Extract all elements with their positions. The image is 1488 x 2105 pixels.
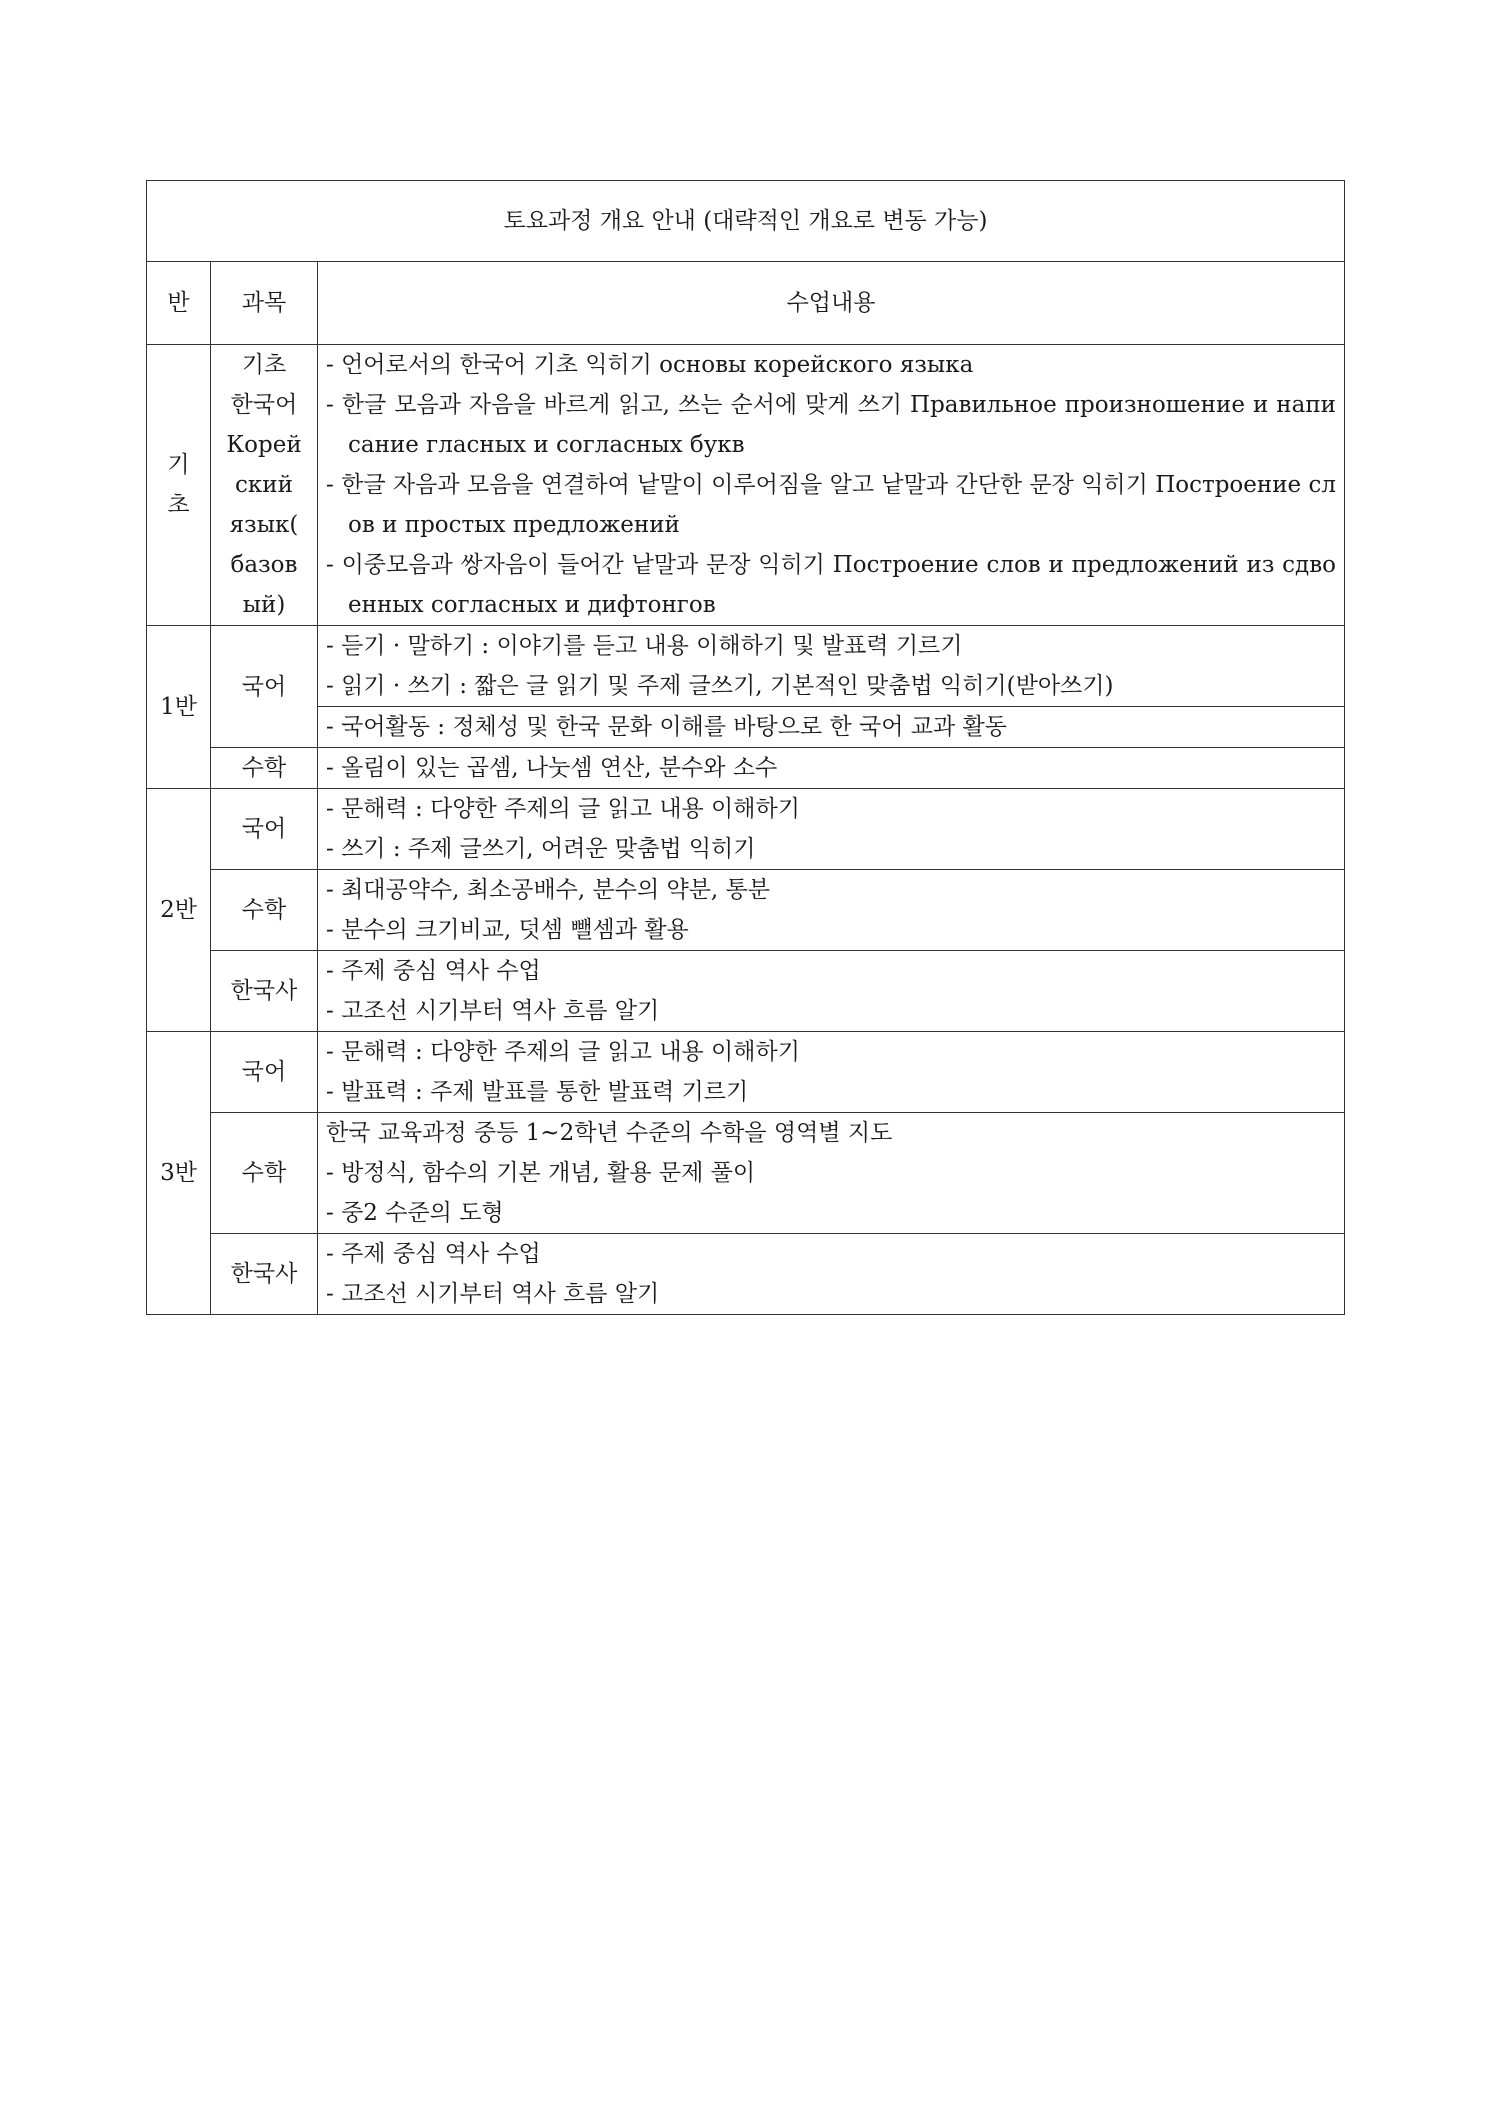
basic-subject-line: язык( [229, 512, 299, 538]
class3-math-row [147, 1113, 1345, 1234]
class3-korean-subject: 국어 [211, 1032, 318, 1113]
class3-korean-content [318, 1032, 1345, 1113]
class1-korean-row-a [147, 626, 1345, 707]
curriculum-table [146, 180, 1345, 1315]
basic-subject-line: 한국어 [230, 392, 298, 418]
class1-korean-subject: 국어 [211, 626, 318, 748]
class3-history-content [318, 1234, 1345, 1315]
content-item: - 쓰기 : 주제 글쓰기, 어려운 맞춤법 익히기 [326, 836, 756, 862]
class2-korean-row [147, 789, 1345, 870]
content-item: 한국 교육과정 중등 1~2학년 수준의 수학을 영역별 지도 [326, 1120, 893, 1146]
class3-math-subject: 수학 [211, 1113, 318, 1234]
basic-row [147, 345, 1345, 626]
class2-korean-content [318, 789, 1345, 870]
basic-subject-line: 기초 [241, 352, 287, 378]
content-item: - 고조선 시기부터 역사 흐름 알기 [326, 998, 660, 1024]
header-row [147, 262, 1345, 345]
content-item: - 분수의 크기비교, 덧셈 뺄셈과 활용 [326, 917, 689, 943]
title-row [147, 181, 1345, 262]
class3-math-content [318, 1113, 1345, 1234]
content-item: - 중2 수준의 도형 [326, 1200, 504, 1226]
class1-korean-row-b [147, 707, 1345, 748]
content-item: - 발표력 : 주제 발표를 통한 발표력 기르기 [326, 1079, 749, 1105]
content-item: - 언어로서의 한국어 기초 익히기 основы корейского языка [326, 352, 974, 378]
content-item: - 최대공약수, 최소공배수, 분수의 약분, 통분 [326, 877, 770, 903]
basic-subject-cell [211, 345, 318, 626]
content-item: - 한글 모음과 자음을 바르게 읽고, 쓰는 순서에 맞게 쓰기 Правильное произношение и написание гласных и согласных букв [326, 392, 1337, 458]
content-item: - 올림이 있는 곱셈, 나눗셈 연산, 분수와 소수 [326, 755, 778, 781]
class1-math-subject: 수학 [211, 748, 318, 789]
content-item: - 주제 중심 역사 수업 [326, 1241, 541, 1267]
content-item: - 문해력 : 다양한 주제의 글 읽고 내용 이해하기 [326, 796, 800, 822]
class2-history-subject: 한국사 [211, 951, 318, 1032]
content-item: - 방정식, 함수의 기본 개념, 활용 문제 풀이 [326, 1160, 756, 1186]
class1-math-row [147, 748, 1345, 789]
table-title: 토요과정 개요 안내 (대략적인 개요로 변동 가능) [147, 181, 1345, 262]
class2-history-content [318, 951, 1345, 1032]
class2-math-subject: 수학 [211, 870, 318, 951]
document-page [146, 180, 1344, 1315]
class3-class-cell: 3반 [147, 1032, 211, 1315]
header-subject: 과목 [211, 262, 318, 345]
basic-subject-line: Корей [226, 432, 302, 458]
basic-class-char: 기 [167, 452, 190, 478]
content-item: - 한글 자음과 모음을 연결하여 낱말이 이루어짐을 알고 낱말과 간단한 문장 익히기 Построение слов и простых предложений [326, 472, 1337, 538]
content-item: - 국어활동 : 정체성 및 한국 문화 이해를 바탕으로 한 국어 교과 활동 [326, 714, 1007, 740]
class3-history-subject: 한국사 [211, 1234, 318, 1315]
class1-korean-content-a [318, 626, 1345, 707]
class2-math-row [147, 870, 1345, 951]
basic-class-cell [147, 345, 211, 626]
class1-class-cell: 1반 [147, 626, 211, 789]
class1-korean-content-b [318, 707, 1345, 748]
content-item: - 이중모음과 쌍자음이 들어간 낱말과 문장 익히기 Построение слов и предложений из сдвоенных согласных и дифтонгов [326, 552, 1337, 618]
basic-subject-line: базов [230, 552, 298, 578]
basic-class-char: 초 [167, 492, 190, 518]
basic-subject-line: ый) [242, 592, 286, 618]
content-item: - 읽기 · 쓰기 : 짧은 글 읽기 및 주제 글쓰기, 기본적인 맞춤법 익히기(받아쓰기) [326, 673, 1114, 699]
class2-korean-subject: 국어 [211, 789, 318, 870]
header-content: 수업내용 [318, 262, 1345, 345]
class2-math-content [318, 870, 1345, 951]
content-item: - 문해력 : 다양한 주제의 글 읽고 내용 이해하기 [326, 1039, 800, 1065]
basic-subject-line: ский [235, 472, 293, 498]
content-item: - 듣기 · 말하기 : 이야기를 듣고 내용 이해하기 및 발표력 기르기 [326, 633, 963, 659]
basic-content-cell [318, 345, 1345, 626]
content-item: - 고조선 시기부터 역사 흐름 알기 [326, 1281, 660, 1307]
header-class: 반 [147, 262, 211, 345]
class3-korean-row [147, 1032, 1345, 1113]
content-item: - 주제 중심 역사 수업 [326, 958, 541, 984]
class2-history-row [147, 951, 1345, 1032]
class3-history-row [147, 1234, 1345, 1315]
class1-math-content [318, 748, 1345, 789]
class2-class-cell: 2반 [147, 789, 211, 1032]
